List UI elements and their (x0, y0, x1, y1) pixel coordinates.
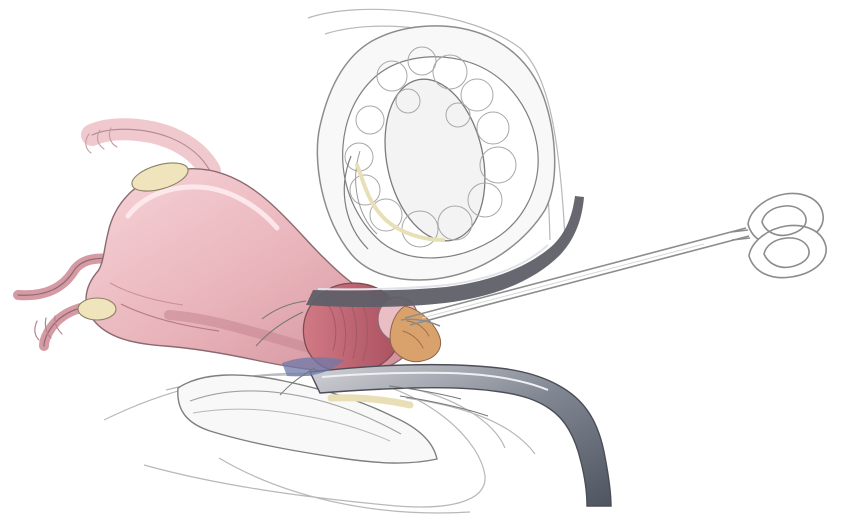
left-ovary (78, 298, 116, 320)
cervix-surface (390, 306, 440, 362)
bladder-region (317, 26, 554, 280)
bottom-arc (219, 458, 470, 513)
forceps-hinge (731, 230, 750, 240)
